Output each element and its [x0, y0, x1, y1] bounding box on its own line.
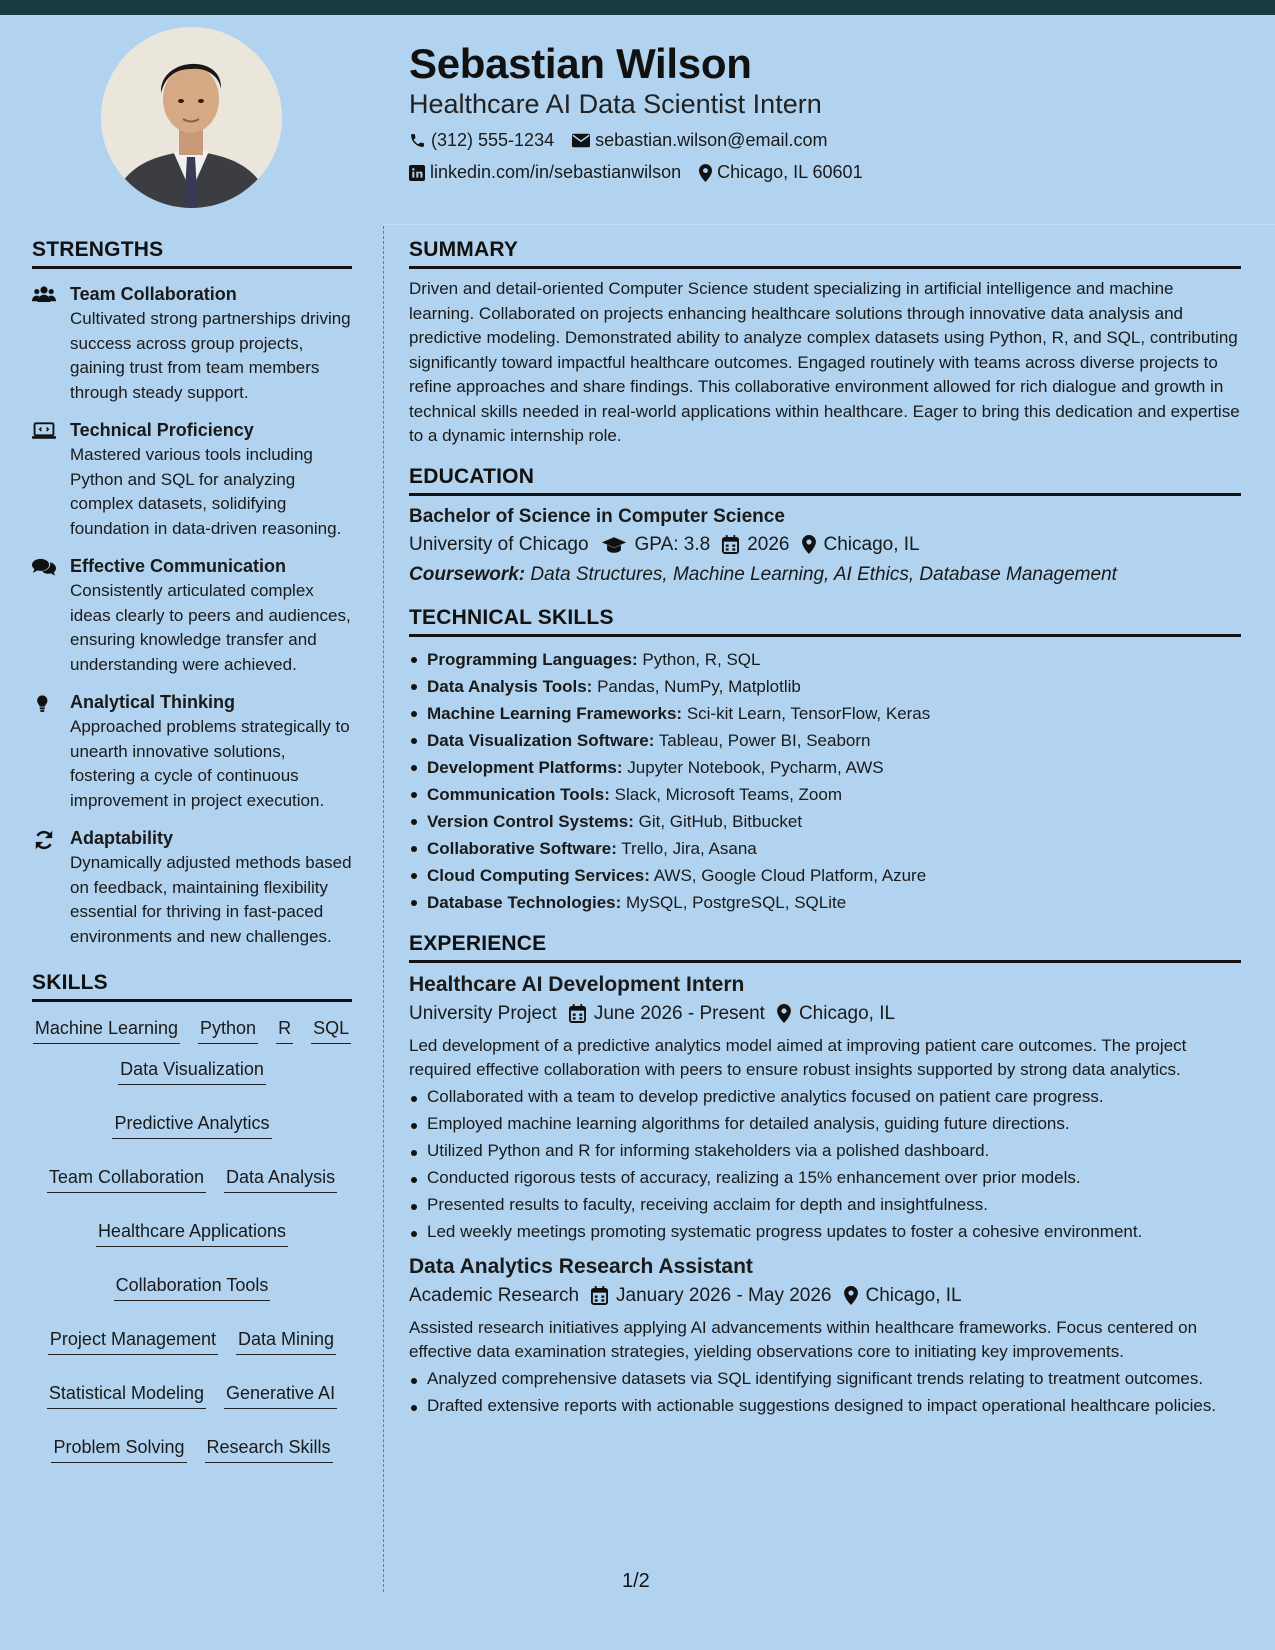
contact-row-2	[409, 161, 1229, 185]
strength-desc: Approached problems strategically to unearth innovative solutions, fostering a cycle of continuous improvement in project execution.	[70, 717, 350, 810]
list-item: Database Technologies: MySQL, PostgreSQL, SQLite	[409, 889, 1241, 916]
calendar-icon	[722, 535, 739, 554]
skill-chip: Data Analysis	[224, 1165, 337, 1193]
envelope-icon	[572, 133, 590, 148]
skill-chip: R	[276, 1016, 293, 1044]
job-description: Led development of a predictive analytics model aimed at improving patient care outcomes. The project required effective collaboration with peers to ensure robust insights supported by strong data analytics.	[409, 1035, 1187, 1079]
map-pin-icon	[802, 535, 816, 554]
strength-item	[32, 555, 352, 677]
candidate-name: Sebastian Wilson	[409, 40, 752, 87]
list-item: Analyzed comprehensive datasets via SQL identifying significant trends relating to treatment outcomes.	[409, 1367, 1241, 1392]
list-item: Machine Learning Frameworks: Sci-kit Learn, TensorFlow, Keras	[409, 700, 1241, 727]
contact-row-1	[409, 129, 1229, 153]
strength-desc: Mastered various tools including Python and SQL for analyzing complex datasets, solidifying foundation in data-driven reasoning.	[70, 445, 342, 538]
job-entry	[409, 973, 1241, 1245]
coursework-text: Data Structures, Machine Learning, AI Ethics, Database Management	[530, 563, 1117, 585]
job-entry	[409, 1255, 1241, 1419]
strength-item	[32, 827, 352, 949]
skill-chip: Statistical Modeling	[47, 1381, 206, 1409]
map-pin-icon	[699, 164, 712, 182]
left-column	[32, 238, 352, 1463]
list-item: Drafted extensive reports with actionable suggestions designed to impact operational healthcare policies.	[409, 1394, 1241, 1419]
education-year: 2026	[747, 533, 790, 555]
skill-chip: Research Skills	[205, 1435, 333, 1463]
experience-heading: EXPERIENCE	[409, 932, 1241, 963]
right-column	[409, 238, 1241, 1419]
email-contact[interactable]	[572, 130, 827, 151]
lightbulb-icon	[32, 694, 56, 714]
skill-chip: Data Mining	[236, 1327, 336, 1355]
job-org: University Project	[409, 1002, 557, 1024]
list-item: Version Control Systems: Git, GitHub, Bitbucket	[409, 808, 1241, 835]
resume-header	[409, 40, 1229, 185]
education-meta	[409, 534, 1241, 556]
job-location: Chicago, IL	[798, 1002, 896, 1024]
skill-chip: Machine Learning	[33, 1016, 180, 1044]
education-location: Chicago, IL	[823, 533, 920, 555]
strength-item	[32, 419, 352, 541]
candidate-title: Healthcare AI Data Scientist Intern	[409, 89, 822, 120]
skill-chip: Generative AI	[224, 1381, 337, 1409]
users-icon	[32, 286, 56, 302]
list-item: Employed machine learning algorithms for detailed analysis, guiding future directions.	[409, 1112, 1241, 1137]
skill-chip: Predictive Analytics	[112, 1111, 271, 1139]
strength-title: Team Collaboration	[70, 284, 237, 304]
list-item: Programming Languages: Python, R, SQL	[409, 646, 1241, 673]
list-item: Utilized Python and R for informing stakeholders via a polished dashboard.	[409, 1139, 1241, 1164]
strengths-heading: STRENGTHS	[32, 238, 352, 269]
graduation-cap-icon	[601, 536, 627, 554]
strength-item	[32, 691, 352, 813]
calendar-icon	[591, 1286, 608, 1305]
location-text: Chicago, IL 60601	[717, 162, 863, 183]
coursework-label: Coursework:	[409, 563, 526, 585]
skill-chip: Python	[198, 1016, 258, 1044]
phone-text: (312) 555-1234	[431, 130, 555, 151]
laptop-code-icon	[32, 422, 56, 440]
skill-chip: Team Collaboration	[47, 1165, 206, 1193]
strength-title: Technical Proficiency	[70, 420, 254, 440]
calendar-icon	[569, 1004, 586, 1023]
header-divider	[383, 224, 1275, 225]
comments-icon	[32, 558, 56, 576]
list-item: Cloud Computing Services: AWS, Google Cloud Platform, Azure	[409, 862, 1241, 889]
skill-chip: Data Visualization	[118, 1057, 266, 1085]
linkedin-icon	[409, 165, 425, 181]
strength-desc: Cultivated strong partnerships driving success across group projects, gaining trust from team members through steady support.	[70, 309, 351, 402]
skill-chip: Collaboration Tools	[114, 1273, 271, 1301]
job-description: Assisted research initiatives applying AI advancements within healthcare frameworks. Focus centered on effective data examination strategies, yielding observations core to initiating key improvements.	[409, 1317, 1198, 1361]
strength-title: Adaptability	[70, 828, 174, 848]
skills-heading: SKILLS	[32, 971, 352, 1002]
email-text: sebastian.wilson@email.com	[595, 130, 828, 151]
strength-title: Effective Communication	[70, 556, 287, 576]
list-item: Presented results to faculty, receiving acclaim for depth and insightfulness.	[409, 1193, 1241, 1218]
map-pin-icon	[777, 1004, 791, 1023]
list-item: Development Platforms: Jupyter Notebook, Pycharm, AWS	[409, 754, 1241, 781]
top-accent-bar	[0, 0, 1275, 15]
summary-heading: SUMMARY	[409, 238, 1241, 269]
education-school: University of Chicago	[409, 533, 589, 555]
job-title: Data Analytics Research Assistant	[409, 1254, 753, 1278]
job-location: Chicago, IL	[865, 1284, 962, 1306]
list-item: Data Visualization Software: Tableau, Power BI, Seaborn	[409, 727, 1241, 754]
job-meta	[409, 1003, 1241, 1025]
education-degree: Bachelor of Science in Computer Science	[409, 505, 785, 527]
job-meta	[409, 1285, 1241, 1307]
skill-chip: Project Management	[48, 1327, 218, 1355]
skill-chip: SQL	[311, 1016, 351, 1044]
list-item: Collaborated with a team to develop predictive analytics focused on patient care progress.	[409, 1085, 1241, 1110]
list-item: Led weekly meetings promoting systematic progress updates to foster a cohesive environment.	[409, 1220, 1241, 1245]
skill-chip: Healthcare Applications	[96, 1219, 288, 1247]
location-contact	[699, 162, 862, 183]
technical-skills-heading: TECHNICAL SKILLS	[409, 606, 1241, 637]
column-divider	[383, 226, 384, 1592]
list-item: Communication Tools: Slack, Microsoft Teams, Zoom	[409, 781, 1241, 808]
map-pin-icon	[844, 1286, 858, 1305]
linkedin-contact[interactable]	[409, 162, 681, 183]
job-dates: January 2026 - May 2026	[616, 1284, 832, 1306]
skill-chip: Problem Solving	[51, 1435, 186, 1463]
page-number: 1/2	[622, 1570, 650, 1592]
technical-skills-list	[409, 646, 1241, 916]
summary-text: Driven and detail-oriented Computer Science student specializing in artificial intelligence and machine learning. Collaborated on projects enhancing healthcare solutions through innovative data analysis and predictive modeling. Demonstrated ability to analyze complex datasets using Python, R, and SQL, contributing significantly toward impactful healthcare outcomes. Engaged routinely with teams across diverse projects to refine approaches and share findings. This collaborative environment allowed for rich dialogue and growth in technical skills needed in real-world applications within healthcare. Eager to bring this dedication and expertise to a dynamic internship role.	[409, 279, 1240, 445]
job-title: Healthcare AI Development Intern	[409, 972, 745, 996]
strength-desc: Consistently articulated complex ideas clearly to peers and audiences, ensuring knowledge transfer and understanding were achieved.	[70, 581, 351, 674]
sync-icon	[32, 830, 56, 850]
skills-list	[32, 1016, 352, 1463]
linkedin-text: linkedin.com/in/sebastianwilson	[430, 162, 682, 183]
profile-photo	[101, 27, 282, 208]
list-item: Collaborative Software: Trello, Jira, Asana	[409, 835, 1241, 862]
job-org: Academic Research	[409, 1284, 580, 1306]
job-bullets	[409, 1085, 1241, 1245]
strength-title: Analytical Thinking	[70, 692, 236, 712]
phone-contact[interactable]	[409, 130, 554, 151]
phone-icon	[409, 132, 426, 149]
strength-desc: Dynamically adjusted methods based on feedback, maintaining flexibility essential for thriving in fast-paced environments and new challenges.	[70, 853, 352, 946]
strength-item	[32, 283, 352, 405]
education-gpa: GPA: 3.8	[634, 533, 711, 555]
job-dates: June 2026 - Present	[593, 1002, 765, 1024]
job-bullets	[409, 1367, 1241, 1419]
list-item: Data Analysis Tools: Pandas, NumPy, Matplotlib	[409, 673, 1241, 700]
education-heading: EDUCATION	[409, 465, 1241, 496]
education-coursework	[409, 564, 1241, 586]
list-item: Conducted rigorous tests of accuracy, realizing a 15% enhancement over prior models.	[409, 1166, 1241, 1191]
